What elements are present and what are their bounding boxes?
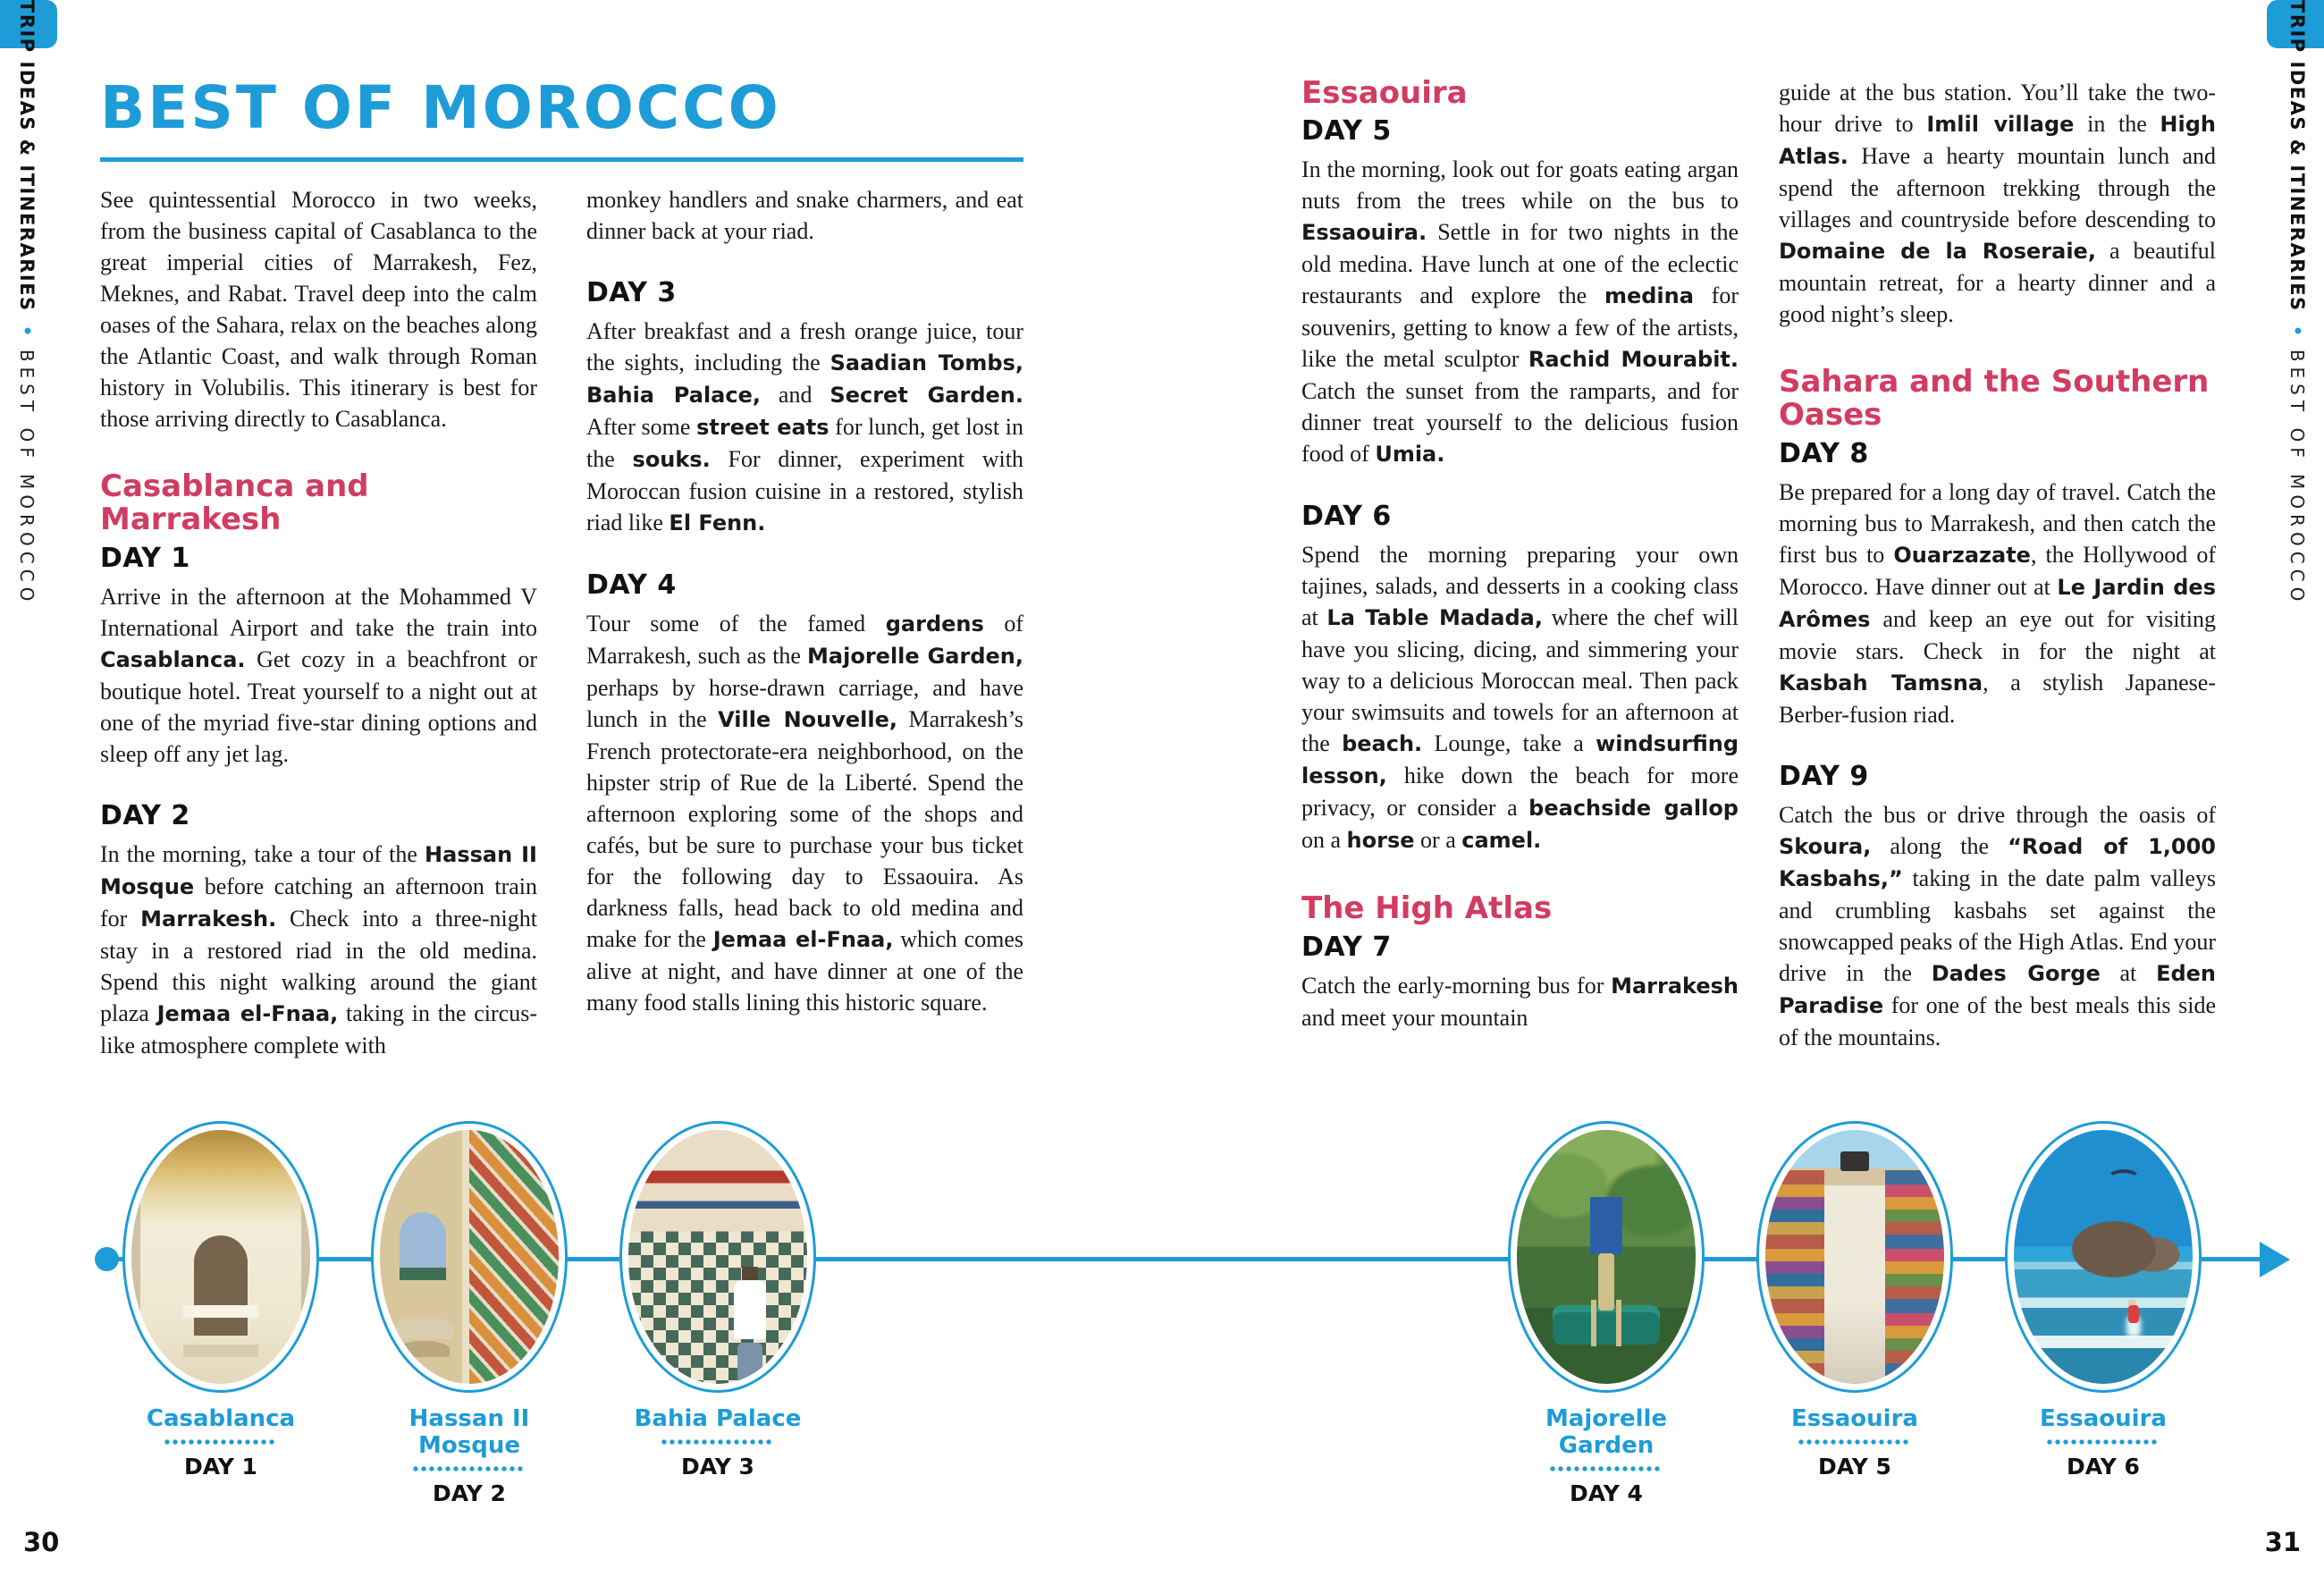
paragraph: Catch the early-morning bus for Marrakesh and meet your mountain: [1301, 972, 1739, 1031]
rail-section-label: BEST OF MOROCCO: [2286, 349, 2308, 607]
bahia-photo: [628, 1130, 807, 1384]
timeline-stop-day: DAY 4: [1570, 1480, 1643, 1506]
dotted-divider: [413, 1466, 526, 1472]
day-heading: DAY 2: [100, 799, 190, 831]
dotted-divider: [1798, 1439, 1911, 1446]
paragraph: Catch the bus or drive through the oasis of Skoura, along the “Road of 1,000 Kasbahs,” taking in the date palm valleys and crumbling kasbahs set against the snowcapped peaks of the High Atlas. End your drive in the Dades Gorge at Eden Paradise for one of the best meals this side of the mountains.: [1779, 801, 2216, 1050]
paragraph: monkey handlers and snake charmers, and eat dinner back at your riad.: [586, 187, 1023, 244]
section-heading: Sahara and the Southern Oases: [1779, 364, 2210, 434]
timeline-stop-label: Essaouira: [2040, 1405, 2167, 1432]
text-column-3: [1301, 77, 1739, 1033]
day-heading: DAY 6: [1301, 501, 1392, 533]
rail-category-label: TRIP IDEAS & ITINERARIES: [16, 0, 38, 312]
paragraph: guide at the bus station. You’ll take the two-hour drive to Imlil village in the High Atlas. Have a hearty mountain lunch and spend the afternoon trekking through the villages and countryside before descending to Domaine de la Roseraie, a beautiful mountain retreat, for a hearty dinner and a good night’s sleep.: [1779, 80, 2216, 327]
timeline-stop: [1996, 1121, 2210, 1480]
day-heading: DAY 9: [1779, 760, 1869, 792]
paragraph: In the morning, look out for goats eating argan nuts from the trees while on the bus to Essaouira. Settle in for two nights in the old medina. Have lunch at one of the eclectic restaurants and explore the medina for souvenirs, getting to know a few of the artists, like the metal sculptor Rachid Mourabit. Catch the sunset from the ramparts, and for dinner treat yourself to the delicious fusion food of Umia.: [1301, 156, 1739, 468]
rail-bullet-icon: •: [14, 324, 39, 337]
day-heading: DAY 8: [1779, 437, 1869, 469]
photo-ring: [371, 1121, 568, 1393]
souk-photo: [1765, 1130, 1944, 1384]
day-heading: DAY 7: [1301, 931, 1392, 963]
timeline-stop-label: Casablanca: [146, 1405, 296, 1432]
majorelle-photo: [1517, 1130, 1696, 1384]
paragraph: Tour some of the famed gardens of Marrakesh, such as the Majorelle Garden, perhaps by horse-drawn carriage, and have lunch in the Ville Nouvelle, Marrakesh’s French protectorate-era neighborhood, on the hipster strip of Rue de la Liberté. Spend the afternoon exploring some of the shops and cafés, but be sure to purchase your bus ticket for the following day to Essaouira. As darkness falls, head back to old medina and make for the Jemaa el-Fnaa, which comes alive at night, and have dinner at one of the many food stalls lining this historic square.: [586, 611, 1023, 1016]
paragraph: Be prepared for a long day of travel. Catch the morning bus to Marrakesh, and then catch the first bus to Ouarzazate, the Hollywood of Morocco. Have dinner out at Le Jardin des Arômes and keep an eye out for visiting movie stars. Check in for the night at Kasbah Tamsna, a stylish Japanese-Berber-fusion riad.: [1779, 478, 2216, 728]
day-heading: DAY 1: [100, 542, 190, 574]
timeline-stop: [362, 1121, 577, 1506]
text-column-2: [586, 184, 1023, 1018]
day-heading: DAY 5: [1301, 115, 1392, 148]
hassan-photo: [380, 1130, 559, 1384]
dotted-divider: [164, 1439, 277, 1446]
timeline-stop-day: DAY 1: [184, 1454, 257, 1480]
timeline-stop: [610, 1121, 825, 1480]
timeline-stop-day: DAY 5: [1818, 1454, 1891, 1480]
day-heading: DAY 4: [586, 569, 677, 601]
page-number-right: 31: [2264, 1527, 2301, 1557]
photo-ring: [2005, 1121, 2202, 1393]
timeline-stop-label: Majorelle Garden: [1545, 1405, 1668, 1459]
dotted-divider: [1550, 1466, 1663, 1472]
photo-ring: [122, 1121, 319, 1393]
timeline-stop-label: Bahia Palace: [634, 1405, 802, 1432]
page-number-left: 30: [23, 1527, 60, 1557]
timeline-stop: [1747, 1121, 1962, 1480]
timeline-stop: [1499, 1121, 1714, 1506]
paragraph: Spend the morning preparing your own tajines, salads, and desserts in a cooking class at La Table Madada, where the chef will have you slicing, dicing, and simmering your way to a delicious Moroccan meal. Then pack your swimsuits and towels for an afternoon at the beach. Lounge, take a windsurfing lesson, hike down the beach for more privacy, or consider a beachside gallop on a horse or a camel.: [1301, 542, 1739, 854]
section-heading: Essaouira: [1301, 75, 1468, 111]
paragraph: After breakfast and a fresh orange juice, tour the sights, including the Saadian Tombs, Bahia Palace, and Secret Garden. After some street eats for lunch, get lost in the souks. For dinner, experiment with Moroccan fusion cuisine in a restored, stylish riad like El Fenn.: [586, 318, 1024, 535]
photo-ring: [619, 1121, 816, 1393]
rail-bullet-icon: •: [2285, 324, 2310, 337]
section-heading: Casablanca and Marrakesh: [100, 468, 369, 538]
title-rule: [100, 157, 1023, 162]
dotted-divider: [661, 1439, 774, 1446]
left-vertical-rail: [14, 0, 39, 606]
casablanca-photo: [131, 1130, 310, 1384]
rail-category-label: TRIP IDEAS & ITINERARIES: [2286, 0, 2308, 312]
timeline-stop-day: DAY 3: [681, 1454, 754, 1480]
right-vertical-rail: [2285, 0, 2310, 606]
timeline-stop-label: Essaouira: [1791, 1405, 1918, 1432]
day-heading: DAY 3: [586, 277, 677, 308]
timeline-stop-day: DAY 6: [2067, 1454, 2140, 1480]
photo-ring: [1756, 1121, 1953, 1393]
text-column-4: [1779, 77, 2216, 1053]
photo-ring: [1508, 1121, 1705, 1393]
paragraph: Arrive in the afternoon at the Mohammed V International Airport and take the train into Casablanca. Get cozy in a beachfront or boutique hotel. Treat yourself to a night out at one of the myriad five-star dining options and sleep off any jet lag.: [100, 583, 537, 767]
kite-photo: [2014, 1130, 2193, 1384]
timeline-stop-label: Hassan II Mosque: [408, 1405, 530, 1459]
page-title: BEST OF MOROCCO: [100, 73, 781, 142]
paragraph: In the morning, take a tour of the Hassan II Mosque before catching an afternoon train for Marrakesh. Check into a three-night stay in a restored riad in the old medina. Spend this night walking around the giant plaza Jemaa el-Fnaa, taking in the circus-like atmosphere complete with: [100, 840, 538, 1058]
paragraph: See quintessential Morocco in two weeks, from the business capital of Casablanca to the great imperial cities of Marrakesh, Fez, Meknes, and Rabat. Travel deep into the calm oases of the Sahara, relax on the beaches along the Atlantic Coast, and walk through Roman history in Volubilis. This itinerary is best for those arriving directly to Casablanca.: [100, 187, 537, 432]
dotted-divider: [2047, 1439, 2160, 1446]
timeline-stop: [114, 1121, 328, 1480]
timeline-arrow-icon: [2260, 1242, 2290, 1277]
timeline-stop-day: DAY 2: [433, 1480, 506, 1506]
section-heading: The High Atlas: [1301, 890, 1553, 927]
rail-section-label: BEST OF MOROCCO: [16, 349, 38, 607]
text-column-1: [100, 184, 537, 1061]
